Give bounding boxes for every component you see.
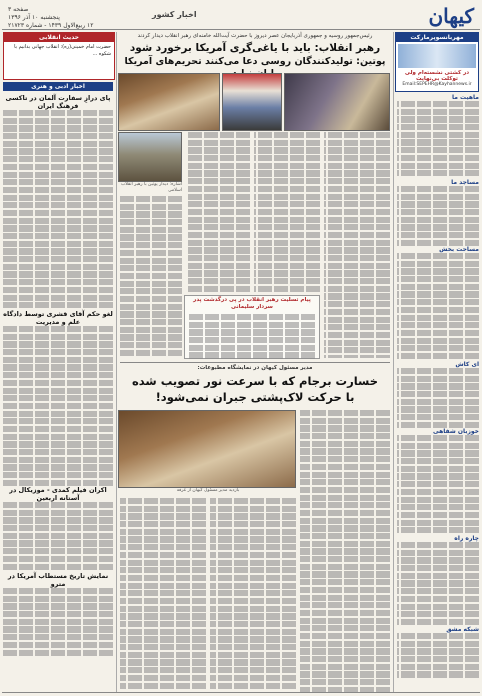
arts-story-text xyxy=(3,502,113,572)
sidebar-email: Email:SEPEHR@Kayhannews.ir xyxy=(402,82,472,87)
issue-date: پنجشنبه ۱۰ آذر ۱۳۹۶ xyxy=(8,14,60,21)
sidebar-item-title: مساجد ما xyxy=(451,179,479,186)
sidebar-item-text xyxy=(397,542,479,626)
newspaper-logo: کیهان xyxy=(428,4,474,28)
sidebar-item-text xyxy=(397,186,479,246)
arts-story-text xyxy=(3,588,113,658)
condolence-title: پیام تسلیت رهبر انقلاب در پی درگذشت پدر سردار سلیمانی xyxy=(193,297,311,310)
sidebar-item-title: ای کاش xyxy=(455,361,479,368)
lead-subheadline: پوتین: تولیدکنندگان روسی دعا می‌کنند تحریم‌های آمریکا xyxy=(124,56,386,67)
sidebar-item-text xyxy=(397,435,479,535)
lead-body-col-1 xyxy=(324,132,390,358)
feature-subheadline: با حرکت لاک‌پشتی جبران نمی‌شود! xyxy=(155,390,355,404)
sidebar-banner-subtitle: در کشتی نشسته‌ام ولی توکلت بی‌نهایت xyxy=(404,70,470,82)
issue-number: ۱۲ ربیع‌الاول ۱۴۳۹ - شماره ۲۱۷۲۳ xyxy=(8,22,94,29)
sidebar-item-title: مساحت بخش xyxy=(439,246,479,253)
footer-rule xyxy=(2,692,480,693)
sidebar-item-text xyxy=(397,253,479,361)
condolence-box xyxy=(184,295,320,359)
photo-caption: اشاره: دیدار پوتین با رهبر انقلاب اسلامی xyxy=(121,182,182,193)
lead-kicker: رئیس‌جمهور روسیه و جمهوری آذربایجان عصر دیروز با حضرت آیت‌الله خامنه‌ای رهبر انقلاب دیدار کردند xyxy=(137,33,373,39)
sidebar-item-title: خوزبان شفاهی xyxy=(433,428,479,435)
arts-news-header: اخبار ادبی و هنری xyxy=(3,82,113,91)
sidebar-banner-image xyxy=(398,44,476,68)
masthead xyxy=(2,2,480,28)
arts-story-text xyxy=(3,326,113,486)
issue-page: صفحه ۳ xyxy=(8,6,29,13)
sidebar-item-title: چاره راه xyxy=(454,535,479,542)
lead-photo-right xyxy=(118,73,220,131)
lead-photo-left xyxy=(284,73,390,131)
sidebar-item-text xyxy=(397,101,479,179)
arts-story-title: پای درازِ سفارت آلمان در تاکسی فرهنگ ایران xyxy=(5,94,111,110)
masthead-divider xyxy=(2,29,480,30)
quote-of-day-box xyxy=(3,32,115,80)
section-title: اخبار کشور xyxy=(152,10,197,19)
lead-body-col-3 xyxy=(186,132,250,292)
lead-body-col-2 xyxy=(254,132,320,292)
condolence-text xyxy=(189,314,315,360)
feature-kicker: مدیر مسئول کیهان در نمایشگاه مطبوعات: xyxy=(197,365,313,371)
meeting-photo xyxy=(118,132,182,182)
arts-news-list xyxy=(3,94,113,658)
sidebar-banner xyxy=(395,32,479,92)
feature-body-col-2 xyxy=(210,498,296,692)
arts-story-text xyxy=(3,110,113,310)
lead-photo-center xyxy=(222,73,282,131)
sidebar-banner-title: مهربانسوپرمارکت xyxy=(396,33,478,42)
feature-headline: خسارت برجام که با سرعت نور تصویب شده xyxy=(131,374,379,388)
feature-divider xyxy=(120,362,390,363)
column-divider xyxy=(393,32,394,692)
arts-story-title: نمایش تاریخ مستطاب آمریکا در مترو xyxy=(7,572,109,588)
feature-photo-caption: بازدید مدیر مسئول کیهان از غرفه xyxy=(176,488,240,493)
quote-box-text: حضرت امام خمینی(ره): انقلاب جهانی بدانیم با شکوه ... xyxy=(14,44,111,57)
sidebar-item-title: ماهیت ما xyxy=(452,94,479,101)
sidebar-item-title: شبکه مشق xyxy=(446,626,479,633)
feature-body-col-3 xyxy=(120,498,206,692)
arts-story-title: اکران فیلم کمدی - موزیکال در آستانه اربعین xyxy=(9,486,107,502)
arts-story-title: لغو حکم آقای قشری توسط دادگاه علم و مدیریت xyxy=(3,310,113,326)
sidebar-item-text xyxy=(397,633,479,683)
feature-photo xyxy=(118,410,296,488)
quote-box-title: حدیث انقلابی xyxy=(4,33,114,42)
issue-info xyxy=(8,6,93,30)
lead-headline: رهبر انقلاب: باید با یاغی‌گری آمریکا برخورد شود xyxy=(129,42,381,54)
lead-body-col-4 xyxy=(120,196,182,356)
column-divider xyxy=(116,32,117,692)
sidebar-column xyxy=(397,94,479,692)
feature-body-col-1 xyxy=(300,410,390,692)
sidebar-item-text xyxy=(397,368,479,428)
